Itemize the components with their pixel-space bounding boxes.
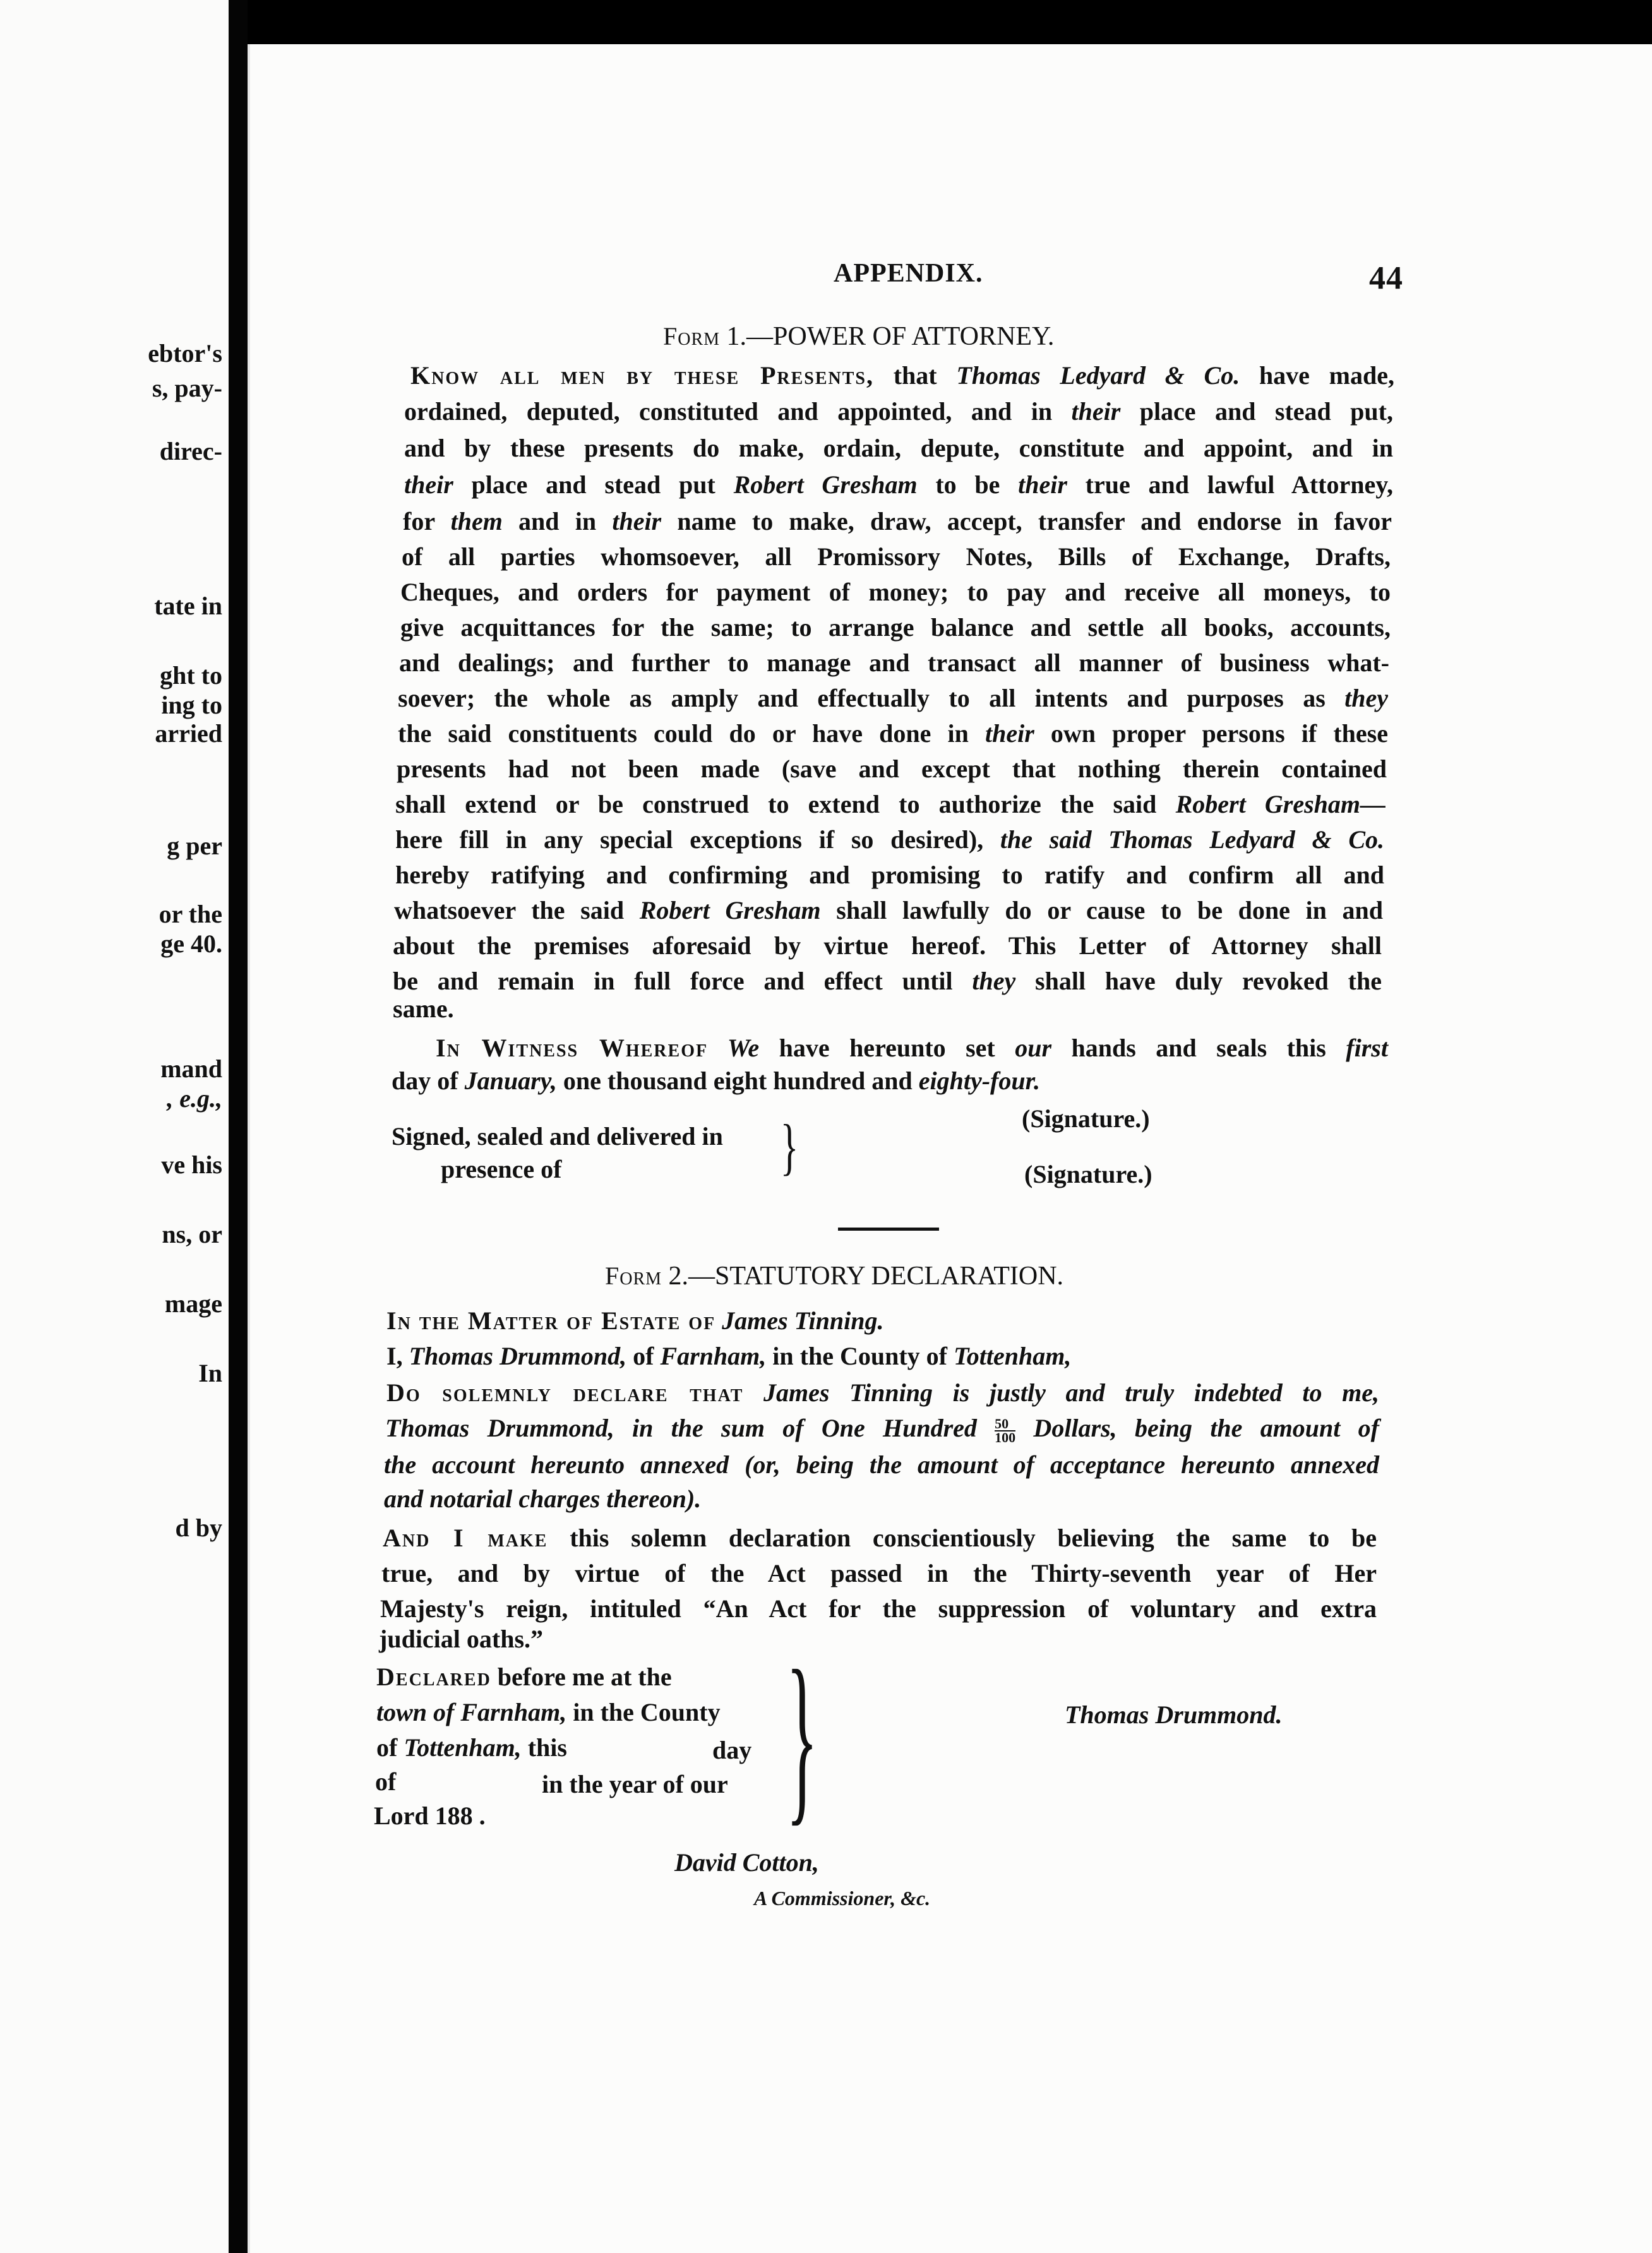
text: for [403,507,451,535]
text: they [972,967,1016,995]
form2-title-prefix: Form [605,1262,662,1290]
form1-witness [436,1036,1388,1061]
form1-line: hereby ratifying and confirming and promising to ratify and confirm all and [395,861,1384,889]
fraction-numerator: 50 [995,1418,1015,1431]
text: one thousand eight hundred and [556,1067,919,1095]
text: eighty-four. [918,1067,1040,1095]
left-fragment: ns, or [162,1220,222,1248]
text: true and lawful Attorney, [1067,470,1394,499]
book-gutter [229,0,248,2253]
left-fragment: mand [160,1055,222,1083]
left-fragment: ve his [161,1150,222,1179]
left-fragment: or the [159,900,222,928]
declared-heading: Declared [376,1663,491,1691]
form1-line: presents had not been made (save and except that nothing therein contained [397,755,1387,783]
declared-line: Lord 188 . [374,1802,486,1830]
left-fragment: ght to [160,661,222,690]
left-fragment: In [198,1359,222,1387]
text: James Tinning. [715,1306,884,1335]
form1-line [404,472,1393,498]
left-fragment: ing to [161,691,222,719]
text: I, [386,1342,409,1370]
signature-label: (Signature.) [1022,1104,1150,1133]
text: the account hereunto annexed (or, being the amount of acceptance hereunto annexed [384,1450,1379,1479]
text: their [612,507,662,535]
declarant-name: Thomas Drummond. [1065,1700,1283,1729]
text: and notarial charges thereon). [384,1485,702,1513]
left-fragment: d by [175,1514,222,1542]
declared-day: day [712,1736,752,1764]
text: and in [502,507,613,535]
text: day of [392,1067,465,1095]
text: them [450,507,503,535]
text: shall extend or be construed to extend to authorize the said [395,790,1176,818]
text: We [708,1034,760,1062]
text: their [1018,470,1067,499]
form1-line [394,898,1383,923]
text: the said Thomas Ledyard & Co. [1000,825,1385,854]
text: own proper persons if these [1034,719,1388,748]
text: their [1071,397,1121,426]
form1-opening: Know all men by these Presents, [410,361,874,390]
text: Farnham, [660,1342,767,1370]
text: January, [464,1067,557,1095]
form1-title-text: 1.—POWER OF ATTORNEY. [726,322,1055,351]
text: that [873,361,957,390]
form1-line [395,827,1384,852]
form1-line [410,363,1394,388]
text: Tottenham, [954,1342,1072,1370]
form2-line [386,1308,1372,1334]
text: shall lawfully do or cause to be done in and [820,896,1383,924]
text: have hereunto set [759,1034,1015,1062]
form1-witness-line2 [392,1068,1276,1094]
left-fragment: , e.g., [167,1084,222,1113]
form2-line: Majesty's reign, intituled “An Act for the suppression of voluntary and extra [380,1594,1377,1623]
text: here fill in any special exceptions if so desired), [395,825,1000,854]
running-header: APPENDIX. [834,259,983,288]
form1-line: of all parties whomsoever, all Promissory Notes, Bills of Exchange, Drafts, [402,542,1391,571]
text: Tottenham, [404,1733,522,1762]
form2-title-text: 2.—STATUTORY DECLARATION. [668,1262,1064,1291]
declared-line [376,1735,567,1760]
form1-line [404,399,1393,424]
text: town of Farnham, [376,1698,567,1726]
text: our [1015,1034,1052,1062]
presence-of-line: presence of [441,1155,562,1183]
form1-line: Cheques, and orders for payment of money; to pay and receive all moneys, to [400,578,1391,606]
form2-line [385,1416,1379,1444]
text: this solemn declaration conscientiously believing the same to be [548,1524,1377,1552]
text: Dollars, being the amount of [1015,1414,1379,1442]
form1-line: and dealings; and further to manage and transact all manner of business what- [399,648,1389,677]
text: this [521,1733,567,1762]
left-fragment: mage [164,1289,222,1318]
text: whatsoever the said [394,896,640,924]
form1-line [403,509,1392,534]
text: Thomas Ledyard & Co. [956,361,1240,390]
text: Robert Gresham [639,896,821,924]
text: before me at the [491,1663,672,1691]
text: first [1346,1034,1388,1062]
form1-line: about the premises aforesaid by virtue hereof. This Letter of Attorney shall [393,931,1382,960]
form1-line: same. [393,995,454,1023]
text: in the County [566,1698,721,1726]
text: the said constituents could do or have done in [398,719,985,748]
form1-line [393,969,1382,994]
declared-line: of [375,1767,397,1796]
matter-heading: In the Matter of Estate of [386,1306,716,1335]
text: place and stead put [453,470,734,499]
fraction-denominator: 100 [995,1429,1016,1445]
text: shall have duly revoked the [1015,967,1382,995]
form1-line [395,792,1386,817]
text: be and remain in full force and effect until [393,967,973,995]
form2-line [383,1526,1377,1551]
witness-heading: In Witness Whereof [436,1034,709,1062]
text: have made, [1240,361,1394,390]
signature-label: (Signature.) [1024,1160,1152,1188]
left-fragment: ge 40. [160,929,222,958]
form2-title [605,1263,1063,1289]
text: they [1344,684,1388,712]
form1-title-prefix: Form [663,322,721,350]
form1-line: and by these presents do make, ordain, depute, constitute and appoint, and in [404,434,1393,462]
form1-line [398,721,1388,746]
text: hands and seals this [1051,1034,1346,1062]
text: to be [917,470,1019,499]
section-divider [838,1228,939,1231]
brace: } [786,1632,818,1841]
brace: } [780,1111,799,1181]
left-fragment: direc- [159,437,222,465]
left-fragment: ebtor's [148,339,222,368]
commissioner-title: A Commissioner, &c. [754,1887,931,1909]
left-fragment: arried [155,719,222,748]
form1-title [663,323,1054,350]
left-fragment: g per [167,832,222,860]
commissioner-name: David Cotton, [674,1848,819,1877]
left-fragment: s, pay- [152,374,222,402]
make-heading: And I make [383,1524,548,1552]
text: of [376,1733,404,1762]
declared-line [376,1664,672,1690]
form1-line [398,686,1388,711]
left-page [0,0,229,2253]
form2-line [386,1344,1372,1369]
form2-line: true, and by virtue of the Act passed in the Thirty-seventh year of Her [381,1559,1377,1587]
form2-line: judicial oaths.” [379,1625,544,1653]
text: of [626,1342,661,1370]
fraction [995,1418,1015,1444]
form1-line: give acquittances for the same; to arrange balance and settle all books, accounts, [400,613,1391,642]
text: place and stead put, [1120,397,1393,426]
signed-sealed-line: Signed, sealed and delivered in [392,1122,723,1150]
text: in the County of [766,1342,954,1370]
page-number: 44 [1369,260,1403,296]
declare-heading: Do solemnly declare that [386,1378,744,1407]
form2-line [386,1380,1379,1406]
text: Robert Gresham— [1175,790,1386,818]
text: their [404,470,453,499]
text: ordained, deputed, constituted and appointed, and in [404,397,1072,426]
text: their [985,719,1034,748]
text: Thomas Drummond, in the sum of One Hundred [385,1414,995,1442]
text: Thomas Drummond, [409,1342,627,1370]
form2-line [384,1452,1379,1478]
text: James Tinning is justly and truly indebted to me, [743,1378,1380,1407]
declared-line [376,1700,721,1725]
text: name to make, draw, accept, transfer and endorse in favor [661,507,1392,535]
left-fragment: tate in [154,592,222,620]
form2-line [384,1486,1142,1512]
text: Robert Gresham [733,470,918,499]
declared-line: in the year of our [542,1770,728,1798]
text: soever; the whole as amply and effectually to all intents and purposes as [398,684,1345,712]
